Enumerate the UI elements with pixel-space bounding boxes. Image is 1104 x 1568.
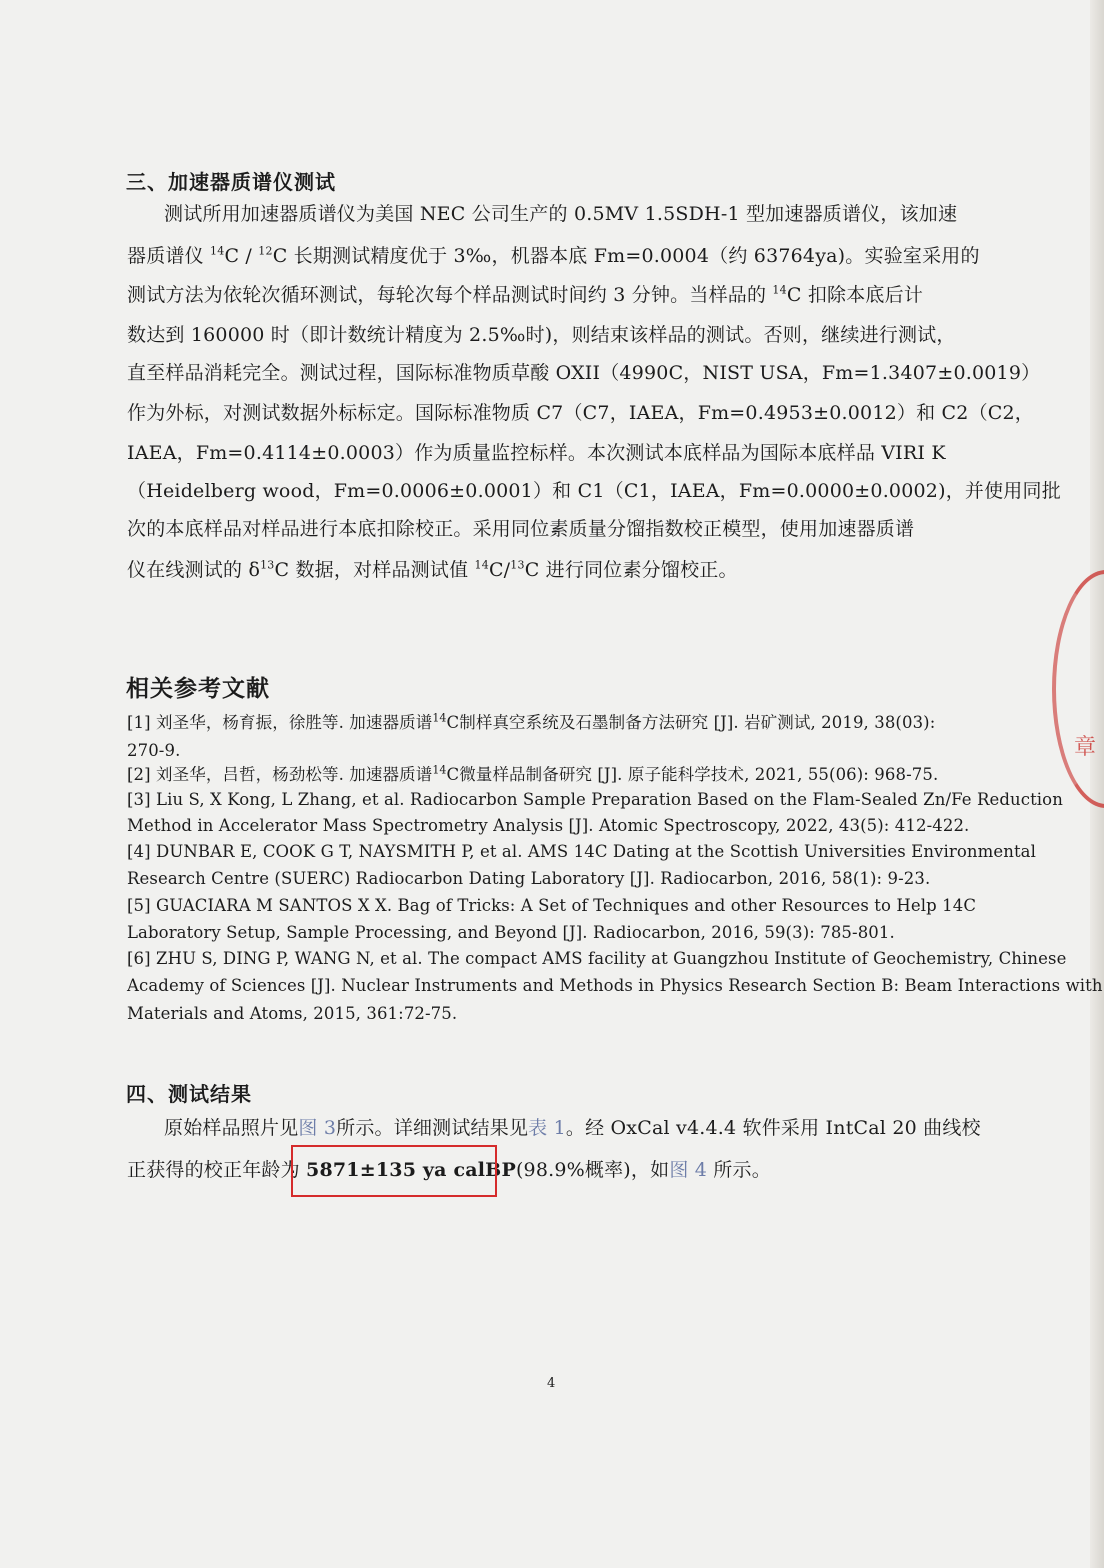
reference-2: [2] 刘圣华，吕哲，杨劲松等. 加速器质谱$^{14}$C微量样品制备研究 [J]. 原子能科学技术, 2021, 55(06): 968-75. <box>127 763 939 784</box>
section-3-line-3: 测试方法为依轮次循环测试，每轮次每个样品测试时间约 3 分钟。当样品的 $^{14}$C 扣除本底后计 <box>127 283 924 306</box>
reference-1: [1] 刘圣华，杨育振，徐胜等. 加速器质谱$^{14}$C制样真空系统及石墨制备方法研究 [J]. 岩矿测试, 2019, 38(03): <box>127 711 936 732</box>
section-3-line-10: 仪在线测试的 $\delta^{13}C$ 数据，对样品测试值 $^{14}$C/$^{13}$C 进行同位素分馏校正。 <box>127 558 738 581</box>
reference-5: [5] GUACIARA M SANTOS X X. Bag of Tricks: A Set of Techniques and other Resources to Help 14C <box>127 896 977 915</box>
reference-4: [4] DUNBAR E, COOK G T, NAYSMITH P, et al. AMS 14C Dating at the Scottish Universities Environmental <box>127 842 1036 861</box>
references-heading: 相关参考文献 <box>126 675 270 702</box>
section-3-line-7: IAEA，Fm=0.4114±0.0003）作为质量监控标样。本次测试本底样品为国际本底样品 VIRI K <box>127 442 946 464</box>
reference-5-cont: Laboratory Setup, Sample Processing, and Beyond [J]. Radiocarbon, 2016, 59(3): 785-801. <box>127 923 895 942</box>
page-number: 4 <box>547 1376 556 1391</box>
section-3-line-4: 数达到 160000 时（即计数统计精度为 2.5‰时)，则结束该样品的测试。否则，继续进行测试， <box>127 324 956 346</box>
section-3-line-8: （Heidelberg wood，Fm=0.0006±0.0001）和 C1（C1，IAEA，Fm=0.0000±0.0002)，并使用同批 <box>127 480 1061 502</box>
reference-3: [3] Liu S, X Kong, L Zhang, et al. Radiocarbon Sample Preparation Based on the Flam-Sealed Zn/Fe Reduction <box>127 790 1063 809</box>
official-seal <box>1052 570 1104 808</box>
section-3-line-2: 器质谱仪 $^{14}$C / $^{12}$C 长期测试精度优于 3‰，机器本底 Fm=0.0004（约 63764ya)。实验室采用的 <box>127 244 980 267</box>
figure-3-link[interactable]: 图 3 <box>298 1117 337 1139</box>
section-3-line-1: 测试所用加速器质谱仪为美国 NEC 公司生产的 0.5MV 1.5SDH-1 型加速器质谱仪，该加速 <box>164 203 958 225</box>
reference-6-cont: Academy of Sciences [J]. Nuclear Instruments and Methods in Physics Research Section B: Beam Interactions with <box>127 976 1103 995</box>
section-3-line-5: 直至样品消耗完全。测试过程，国际标准物质草酸 OXII（4990C，NIST USA，Fm=1.3407±0.0019） <box>127 362 1041 384</box>
figure-4-link[interactable]: 图 4 <box>669 1159 708 1181</box>
calibrated-age-value: 5871±135 ya calBP <box>306 1159 516 1181</box>
section-3-heading: 三、加速器质谱仪测试 <box>126 170 336 194</box>
reference-1-cont: 270-9. <box>127 741 181 760</box>
table-1-link[interactable]: 表 1 <box>528 1117 566 1139</box>
section-4-heading: 四、测试结果 <box>126 1082 252 1106</box>
reference-6: [6] ZHU S, DING P, WANG N, et al. The compact AMS facility at Guangzhou Institute of Geochemistry, Chinese <box>127 949 1067 968</box>
result-highlight-box <box>291 1145 497 1197</box>
section-3-line-9: 次的本底样品对样品进行本底扣除校正。采用同位素质量分馏指数校正模型，使用加速器质谱 <box>127 518 915 540</box>
section-4-line-2: 正获得的校正年龄为 5871±135 ya calBP(98.9%概率)，如图 4 所示。 <box>127 1159 771 1181</box>
reference-6-cont2: Materials and Atoms, 2015, 361:72-75. <box>127 1004 458 1023</box>
section-3-line-6: 作为外标，对测试数据外标标定。国际标准物质 C7（C7，IAEA，Fm=0.4953±0.0012）和 C2（C2， <box>127 402 1035 424</box>
reference-4-cont: Research Centre (SUERC) Radiocarbon Dating Laboratory [J]. Radiocarbon, 2016, 58(1): 9-23. <box>127 869 931 888</box>
seal-char: 章 <box>1074 735 1097 760</box>
section-4-line-1: 原始样品照片见图 3所示。详细测试结果见表 1。经 OxCal v4.4.4 软件采用 IntCal 20 曲线校 <box>164 1117 981 1139</box>
reference-3-cont: Method in Accelerator Mass Spectrometry Analysis [J]. Atomic Spectroscopy, 2022, 43(5): 412-422. <box>127 816 970 835</box>
